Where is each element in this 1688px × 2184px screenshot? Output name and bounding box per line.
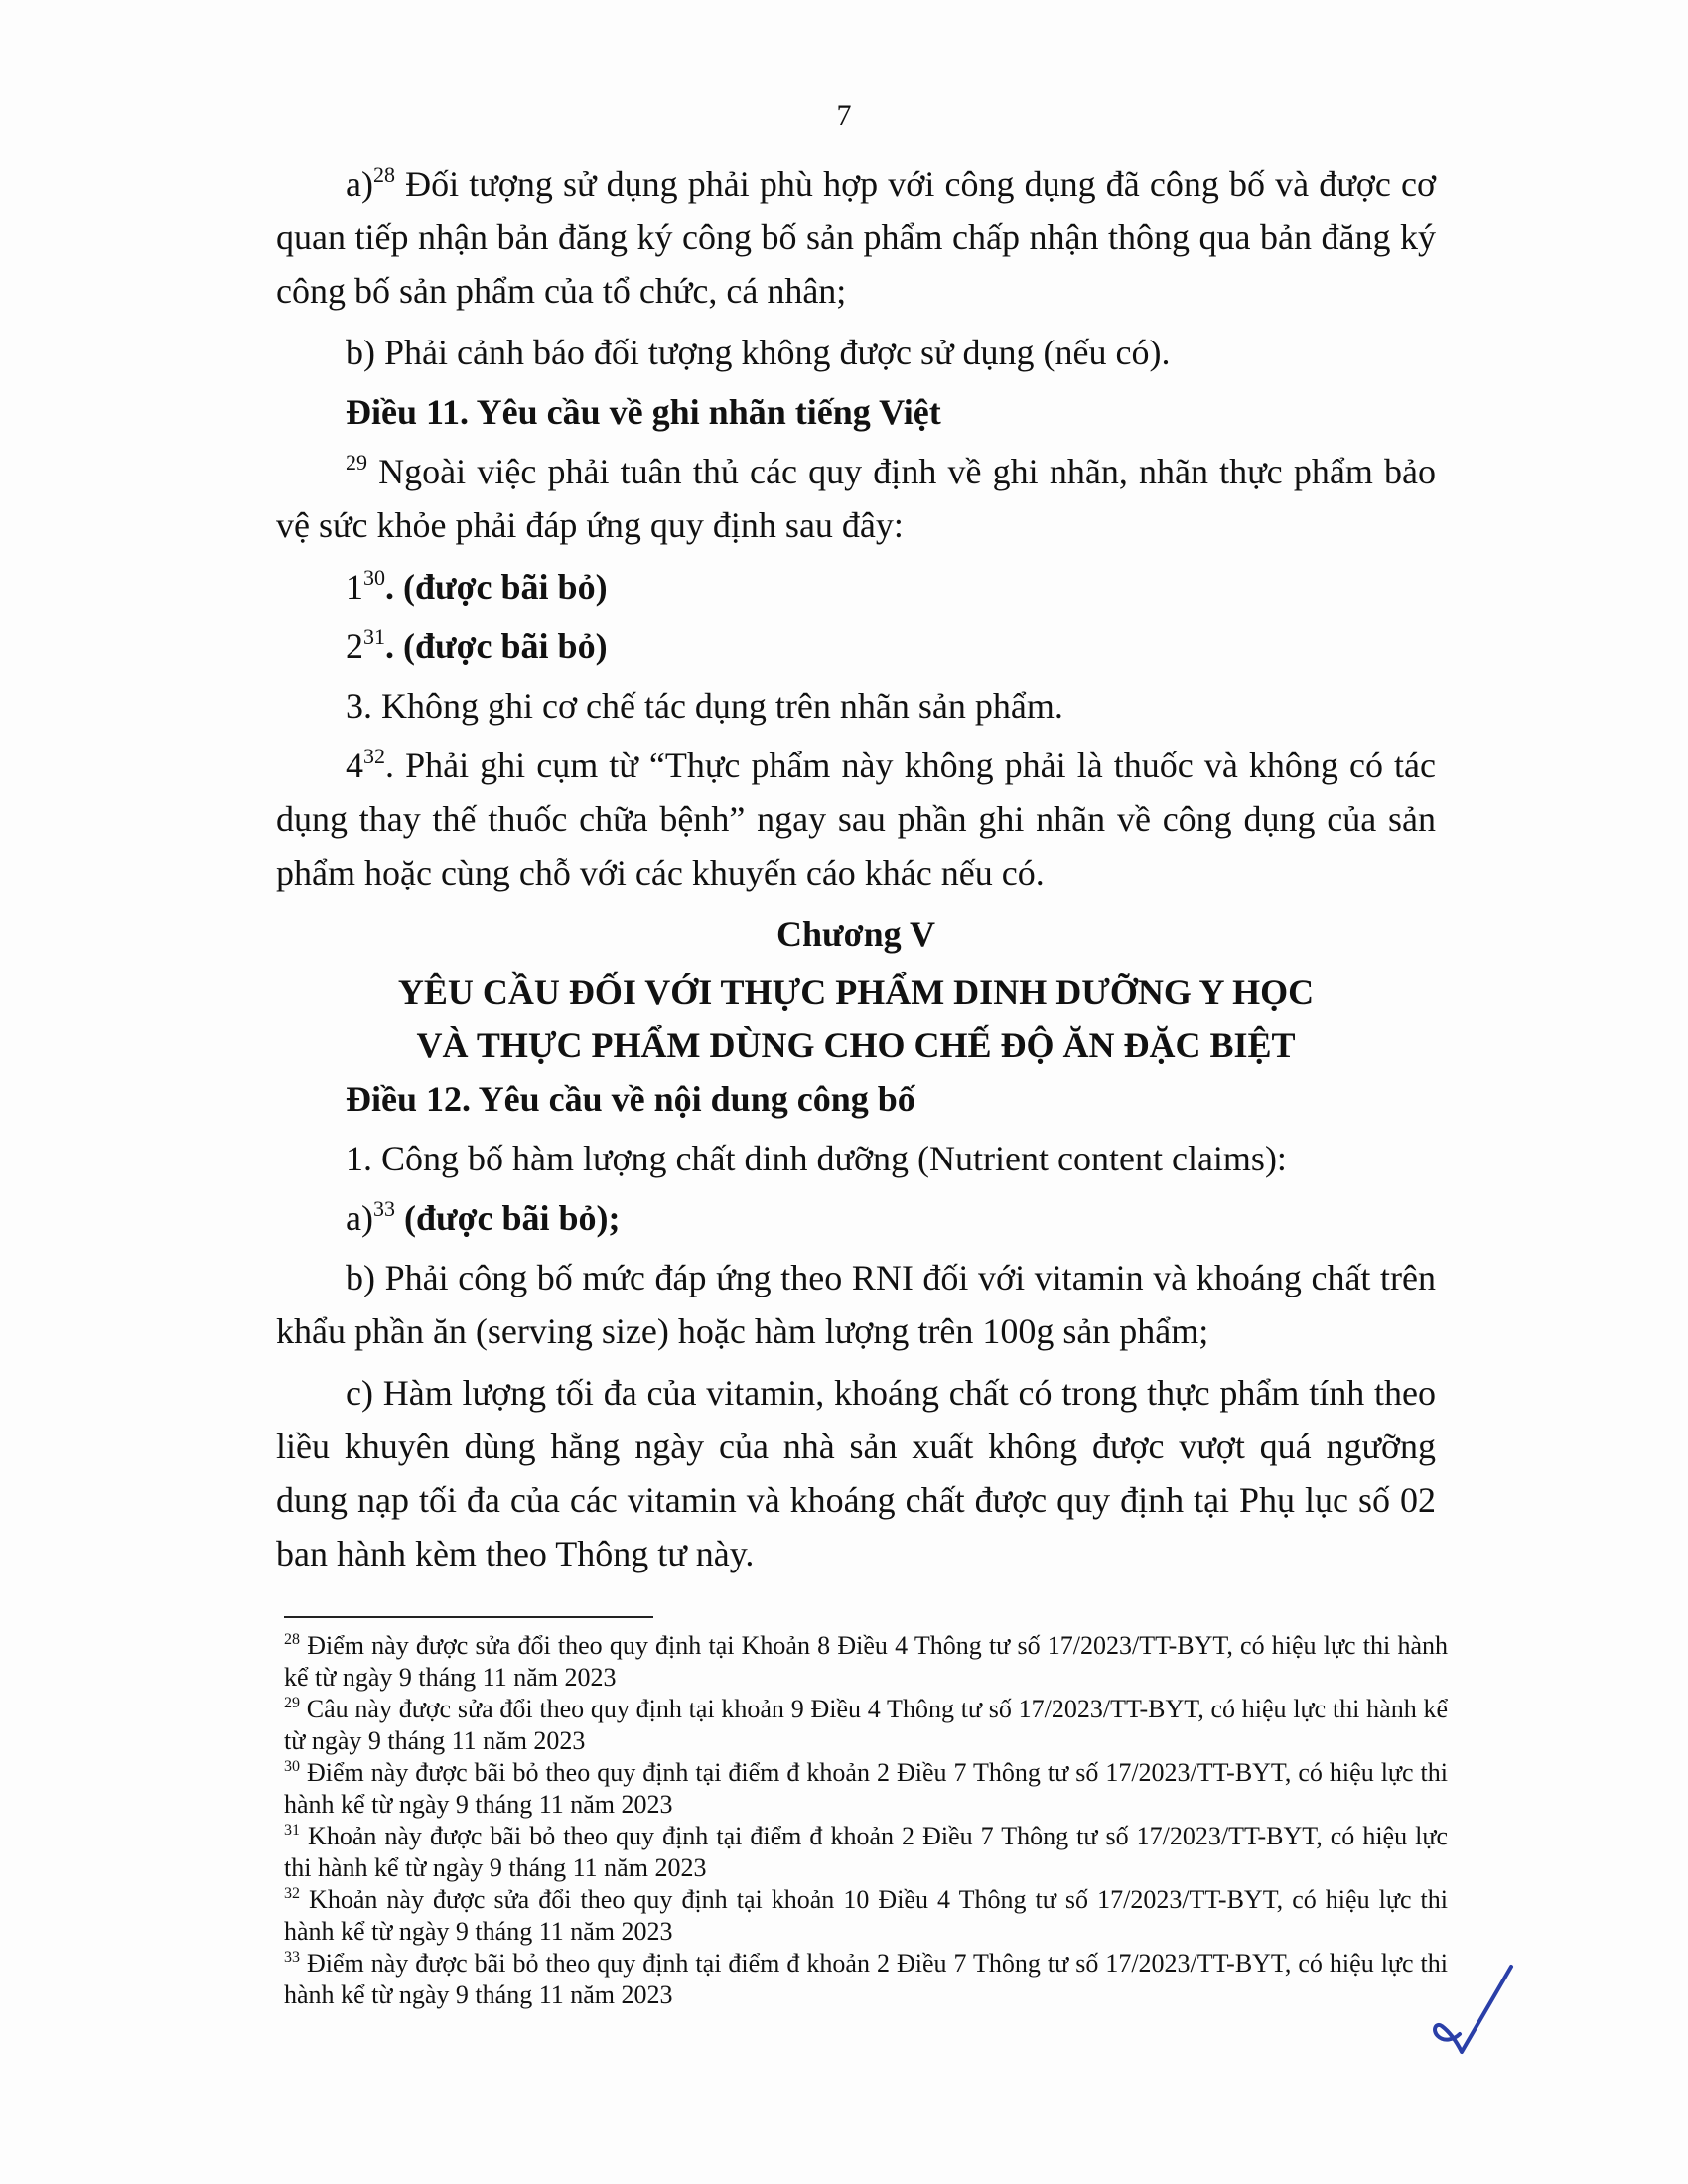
paragraph-12-a — [276, 1191, 1436, 1245]
paragraph-text: . (được bãi bỏ) — [385, 626, 608, 666]
footnote-number: 29 — [284, 1695, 300, 1711]
footnote-number: 28 — [284, 1631, 300, 1648]
paragraph-prefix: 2 — [346, 626, 363, 666]
paragraph-11-1 — [276, 560, 1436, 614]
footnote-text: Điểm này được bãi bỏ theo quy định tại điểm đ khoản 2 Điều 7 Thông tư số 17/2023/TT-BYT, có hiệu lực thi hành kể từ ngày 9 tháng 11 năm 2023 — [284, 1949, 1448, 2009]
paragraph-text: . (được bãi bỏ) — [385, 567, 608, 607]
footnote-text: Điểm này được sửa đổi theo quy định tại Khoản 8 Điều 4 Thông tư số 17/2023/TT-BYT, có hiệu lực thi hành kể từ ngày 9 tháng 11 năm 2023 — [284, 1631, 1448, 1692]
paragraph-prefix: a) — [346, 1198, 373, 1238]
paragraph-10-a — [276, 157, 1436, 318]
initials-signature — [1420, 1961, 1539, 2060]
paragraph-prefix: 4 — [346, 746, 363, 785]
paragraph-12-1: 1. Công bố hàm lượng chất dinh dưỡng (Nutrient content claims): — [346, 1139, 1287, 1178]
paragraph-11-2 — [276, 619, 1436, 673]
page-number: 7 — [836, 99, 852, 132]
paragraph-prefix: a) — [346, 164, 373, 204]
footnote-number: 32 — [284, 1885, 300, 1902]
chapter-label: Chương V — [776, 914, 935, 954]
paragraph-text: Đối tượng sử dụng phải phù hợp với công dụng đã công bố và được cơ quan tiếp nhận bản đăng ký công bố sản phẩm chấp nhận thông qua bản đăng ký công bố sản phẩm của tổ chức, cá nhân; — [276, 164, 1436, 311]
footnote-number: 30 — [284, 1758, 300, 1775]
footnote-32 — [284, 1884, 1448, 1948]
footnote-text: Khoản này được sửa đổi theo quy định tại khoản 10 Điều 4 Thông tư số 17/2023/TT-BYT, có hiệu lực thi hành kể từ ngày 9 tháng 11 năm 2023 — [284, 1885, 1448, 1946]
footnote-text: Câu này được sửa đổi theo quy định tại khoản 9 Điều 4 Thông tư số 17/2023/TT-BYT, có hiệu lực thi hành kể từ ngày 9 tháng 11 năm 2023 — [284, 1695, 1448, 1755]
footnote-29 — [284, 1694, 1448, 1757]
footnote-30 — [284, 1757, 1448, 1821]
footnote-ref-31[interactable]: 31 — [363, 624, 385, 649]
footnote-ref-32[interactable]: 32 — [363, 744, 385, 768]
body-text — [276, 157, 1436, 1588]
footnote-28 — [284, 1630, 1448, 1694]
footnote-number: 31 — [284, 1822, 300, 1839]
article-12-heading: Điều 12. Yêu cầu về nội dung công bố — [346, 1079, 915, 1119]
chapter-title-line-2: VÀ THỰC PHẨM DÙNG CHO CHẾ ĐỘ ĂN ĐẶC BIỆT — [416, 1025, 1296, 1065]
footnotes — [284, 1630, 1448, 2011]
paragraph-12-b: b) Phải công bố mức đáp ứng theo RNI đối với vitamin và khoáng chất trên khẩu phần ăn (serving size) hoặc hàm lượng trên 100g sản phẩm; — [276, 1258, 1436, 1351]
paragraph-11-intro — [276, 445, 1436, 552]
paragraph-11-3 — [276, 679, 1436, 733]
footnote-ref-33[interactable]: 33 — [372, 1196, 395, 1221]
heading-text: Điều 11. Yêu cầu về ghi nhãn tiếng Việt — [346, 392, 941, 432]
footnote-ref-30[interactable]: 30 — [363, 565, 385, 590]
footnote-ref-29[interactable]: 29 — [346, 450, 367, 475]
article-11-heading — [276, 385, 1436, 439]
paragraph-text: Ngoài việc phải tuân thủ các quy định về ghi nhãn, nhãn thực phẩm bảo vệ sức khỏe phải đáp ứng quy định sau đây: — [276, 452, 1436, 545]
paragraph-10-b — [276, 326, 1436, 379]
paragraph-prefix: 1 — [346, 567, 363, 607]
footnote-number: 33 — [284, 1949, 300, 1966]
footnote-text: Khoản này được bãi bỏ theo quy định tại điểm đ khoản 2 Điều 7 Thông tư số 17/2023/TT-BYT, có hiệu lực thi hành kể từ ngày 9 tháng 11 năm 2023 — [284, 1822, 1448, 1882]
footnote-text: Điểm này được bãi bỏ theo quy định tại điểm đ khoản 2 Điều 7 Thông tư số 17/2023/TT-BYT, có hiệu lực thi hành kể từ ngày 9 tháng 11 năm 2023 — [284, 1758, 1448, 1819]
paragraph-text: b) Phải cảnh báo đối tượng không được sử dụng (nếu có). — [346, 333, 1171, 372]
footnote-33 — [284, 1948, 1448, 2011]
footnote-ref-28[interactable]: 28 — [372, 162, 395, 187]
paragraph-11-4 — [276, 739, 1436, 899]
footnote-31 — [284, 1821, 1448, 1884]
paragraph-12-c: c) Hàm lượng tối đa của vitamin, khoáng chất có trong thực phẩm tính theo liều khuyên dùng hằng ngày của nhà sản xuất không được vượt quá ngưỡng dung nạp tối đa của các vitamin và khoáng chất được quy định tại Phụ lục số 02 ban hành kèm theo Thông tư này. — [276, 1373, 1436, 1573]
paragraph-text: . Phải ghi cụm từ “Thực phẩm này không phải là thuốc và không có tác dụng thay thế thuốc chữa bệnh” ngay sau phần ghi nhãn về công dụng của sản phẩm hoặc cùng chỗ với các khuyến cáo khác nếu có. — [276, 746, 1436, 892]
footnote-separator — [284, 1616, 653, 1618]
chapter-title-line-1: YÊU CẦU ĐỐI VỚI THỰC PHẨM DINH DƯỠNG Y HỌC — [397, 972, 1315, 1012]
paragraph-text: 3. Không ghi cơ chế tác dụng trên nhãn sản phẩm. — [346, 686, 1063, 726]
paragraph-text: (được bãi bỏ); — [394, 1198, 621, 1238]
